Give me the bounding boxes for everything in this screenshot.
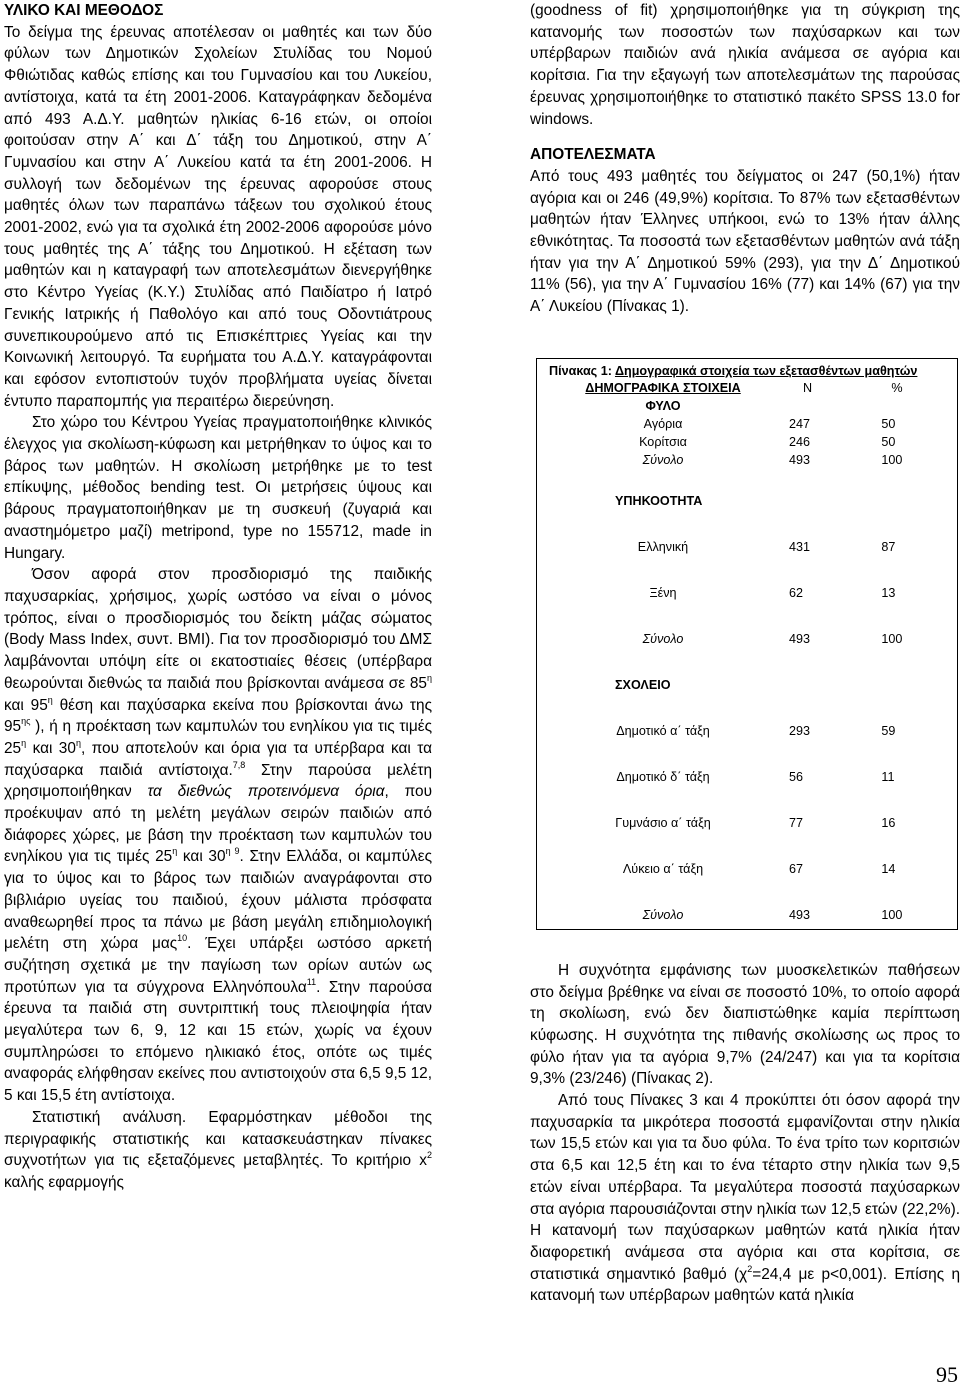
table-row-total: Σύνολο 493 100	[642, 452, 903, 467]
paragraph-musculoskeletal: Η συχνότητα εμφάνισης των μυοσκελετικών παθήσεων στο δείγμα βρέθηκε να είναι σε ποσοστό 10%, το οποίο αφορά τη σκολίωση, ενώ δεν διαπιστώθηκε καμία περίπτωση κύφωσης. Η συχνότητα της πιθανής σκολίωσης ως προς το φύλο ήταν για τα αγόρια 9,7% (24/247) και για τα κορίτσια 9,3% (23/246) (Πίνακας 2).	[530, 961, 960, 1088]
paragraph-statistics-cont: (goodness of fit) χρησιμοποιήθηκε για τη σύγκριση της κατανομής των ποσοστών των παχύσαρκων και των υπέρβαρων παιδιών ανά ηλικία ανάμεσα σε αγόρια και κορίτσια. Για την εξαγωγή των αποτελεσμάτων της παρούσας έρευνας χρησιμοποιήθηκε το στατιστικό πακέτο SPSS 13.0 for windows.	[530, 2, 960, 128]
section-heading-results: ΑΠΟΤΕΛΕΣΜΑΤΑ	[530, 146, 656, 164]
paragraph-obesity-results: Από τους Πίνακες 3 και 4 προκύπτει ότι όσον αφορά την παχυσαρκία τα μικρότερα ποσοστά εμφανίζονται στην ηλικία των 15,5 ετών και για τα δυο φύλα. Το ένα τρίτο των κοριτσιών στα 6,5 και 12,5 έτη και το ένα τέταρτο στην ηλικία των 9,5 ετών είναι υπέρβαρα. Τα μεγαλύτερα ποσοστά παχύσαρκων στα αγόρια παρουσιάζονται στην ηλικία των 12,5 ετών (22,2%). Η κατανομή των παχύσαρκων μαθητών κατά ηλικία ήταν διαφορετική ανάμεσα στα αγόρια και στα κορίτσια, σε στατιστικά σημαντικό βαθμό ($\chi^2=24,4$ με p<0,001). Επίσης η κατανομή των υπέρβαρων μαθητών κατά ηλικία	[530, 1092, 960, 1305]
table-row-total: Σύνολο 493 100	[642, 631, 903, 646]
paragraph-statistics: Στατιστική ανάλυση. Εφαρμόστηκαν μέθοδοι της περιγραφικής στατιστικής και κατασκευάστηκαν πίνακες συχνοτήτων για τις εξεταζόμενες μεταβλητές. Το κριτήριο $x^2$ καλής εφαρμογής	[4, 1108, 432, 1191]
paragraph-measurements: Στο χώρο του Κέντρου Υγείας πραγματοποιήθηκε κλινικός έλεγχος για σκολίωση-κύφωση και μετρήθηκαν το ύψος και το βάρος των μαθητών. Η σκολίωση μετρήθηκε με το test επίκυψης, μέθοδος bending test. Οι μετρήσεις ύψους και βάρους πραγματοποιήθηκαν με τη συσκευή (ζυγαριά και αναστημόμετρο μαζί) metripond, type no 155712, made in Hungary.	[4, 414, 432, 562]
left-column	[4, 0, 432, 1194]
table-row: Κορίτσια 246 50	[639, 434, 896, 449]
table-row-total: Σύνολο 493 100	[642, 907, 903, 922]
paragraph-results-demographics: Από τους 493 μαθητές του δείγματος οι 247 (50,1%) ήταν αγόρια και οι 246 (49,9%) κορίτσια. Το 87% των εξετασθέντων μαθητών ήταν Έλληνες υπήκοοι, ενώ το 13% ήταν άλλης εθνικότητας. Τα ποσοστά των εξετασθέντων μαθητών ανά τάξη ήταν για την Α΄ Δημοτικού 59% (293), για την Δ΄ Δημοτικού 11% (56), για την Α΄ Γυμνασίου 16% (77) και 14% (67) για την Α΄ Λυκείου (Πίνακας 1).	[530, 167, 960, 316]
paragraph-obesity-definition: Όσον αφορά στον προσδιορισμό της παιδικής παχυσαρκίας, χρήσιμος, χωρίς ωστόσο να είναι ο μόνος τρόπος, είναι ο προσδιορισμός του δείκτη μάζας σώματος (Body Mass Index, συντ. BMI). Για τον προσδιορισμό του ΔΜΣ λαμβάνονται υπόψη είτε οι εκατοστιαίες θέσεις (υπέρβαρα θεωρούνται διεθνώς τα παιδιά που βρίσκονται ανάμεσα σε $85^\eta$ και $95^\eta$ θέση και παχύσαρκα εκείνα που βρίσκονται άνω της $95^{\eta\varsigma}$ ), ή η προέκταση των καμπυλών του ενηλίκου για τις τιμές $25^\eta$ και $30^\eta$, που αποτελούν και όρια για τα υπέρβαρα και τα παχύσαρκα παιδιά αντίστοιχα.$^{7,8}$ Στην παρούσα μελέτη χρησιμοποιήθηκαν τα διεθνώς προτεινόμενα όρια, που προέκυψαν από τη μελέτη μεγάλων σειρών παιδιών από διάφορες χώρες, με βάση την προέκταση των καμπυλών του ενηλίκου για τις τιμές $25^\eta$ και $30^{\eta 9}$. Στην Ελλάδα, οι καμπύλες για το ύψος και το βάρος των παιδιών αναγράφονται στο βιβλιάριο υγείας του παιδιού, έχουν μάλιστα πρόσφατα αναθεωρηθεί προς τα πάνω με βάση μεγάλη επιδημιολογική μελέτη στη χώρα μας$^{10}$. Έχει υπάρξει ωστόσο αρκετή συζήτηση σχετικά με την παγίωση των ορίων αυτών ως προτύπων για τα σύγχρονα Ελληνόπουλα$^{11}$. Στην παρούσα έρευνα τα παιδιά στη συντριπτική τους πλειοψηφία ήταν μεγαλύτερα των 6, 9, 12 και 15 ετών, χωρίς να έχουν συμπληρώσει το επόμενο ηλικιακό έτος, οπότε ως τιμές αναφοράς ελήφθησαν εκείνες που αντιστοιχούν στα 6,5 9,5 12, 5 και 15,5 έτη αντίστοιχα.	[4, 566, 433, 1105]
table-section-sex: ΦΥΛΟ	[645, 398, 681, 413]
table-row: Ελληνική 431 87	[637, 539, 896, 554]
table-row: Γυμνάσιο α΄ τάξη 77 16	[615, 815, 896, 830]
table-section-nationality: ΥΠΗΚΟΟΤΗΤΑ	[615, 493, 703, 508]
page-number: 95	[936, 1362, 958, 1387]
section-heading-methods: ΥΛΙΚΟ ΚΑΙ ΜΕΘΟΔΟΣ	[4, 2, 164, 19]
table-row: Αγόρια 247 50	[643, 416, 896, 431]
table-row: Δημοτικό α΄ τάξη 293 59	[616, 723, 896, 738]
paragraph-sample: Το δείγμα της έρευνας αποτέλεσαν οι μαθητές και των δύο φύλων των Δημοτικών Σχολείων Στυλίδας του Νομού Φθιώτιδας καθώς επίσης και του Γυμνασίου και του Λυκείου, αντίστοιχα, κατά τα έτη 2001-2006. Καταγράφηκαν δεδομένα από 493 Α.Δ.Υ. μαθητών ηλικίας 6-16 ετών, οι οποίοι φοιτούσαν στην Α΄ και Δ΄ τάξη του Δημοτικού, στην Α΄ Γυμνασίου και στην Α΄ Λυκείου κατά τα έτη 2001-2006. Η συλλογή των δεδομένων της έρευνας αφορούσε στους μαθητές όλων των παραπάνω τάξεων του σχολικού έτους 2001-2002, ενώ για τα σχολικά έτη 2002-2006 αφορούσε μόνο τους μαθητές της Α΄ τάξης του Δημοτικού. Η εξέταση των μαθητών και η καταγραφή των αποτελεσμάτων διενεργήθηκε στο Κέντρο Υγείας (Κ.Υ.) Στυλίδας από Παιδίατρο ή Ιατρό Γενικής Ιατρικής ή Παθολόγο και από τους Οδοντιάτρους συνεπικουρούμενο από τις Επισκέπτριες Υγείας και την Κοινωνική λειτουργό. Τα ευρήματα του Α.Δ.Υ. καταγράφονται και εφόσον εντοπιστούν τυχόν προβλήματα υγείας δίνεται έντυπο παραπομπής για περαιτέρω διερεύνηση.	[4, 23, 432, 410]
table-header-row: ΔΗΜΟΓΡΑΦΙΚΑ ΣΤΟΙΧΕΙΑ N %	[585, 380, 903, 395]
table-row: Ξένη 62 13	[649, 585, 896, 600]
right-column	[530, 0, 960, 1307]
table-row: Δημοτικό δ΄ τάξη 56 11	[616, 769, 895, 784]
table-row: Λύκειο α΄ τάξη 67 14	[622, 861, 896, 876]
table-caption: Πίνακας 1: Δημογραφικά στοιχεία των εξετασθέντων μαθητών	[549, 363, 918, 378]
table-demographics	[536, 358, 958, 930]
table-section-school: ΣΧΟΛΕΙΟ	[615, 677, 671, 692]
